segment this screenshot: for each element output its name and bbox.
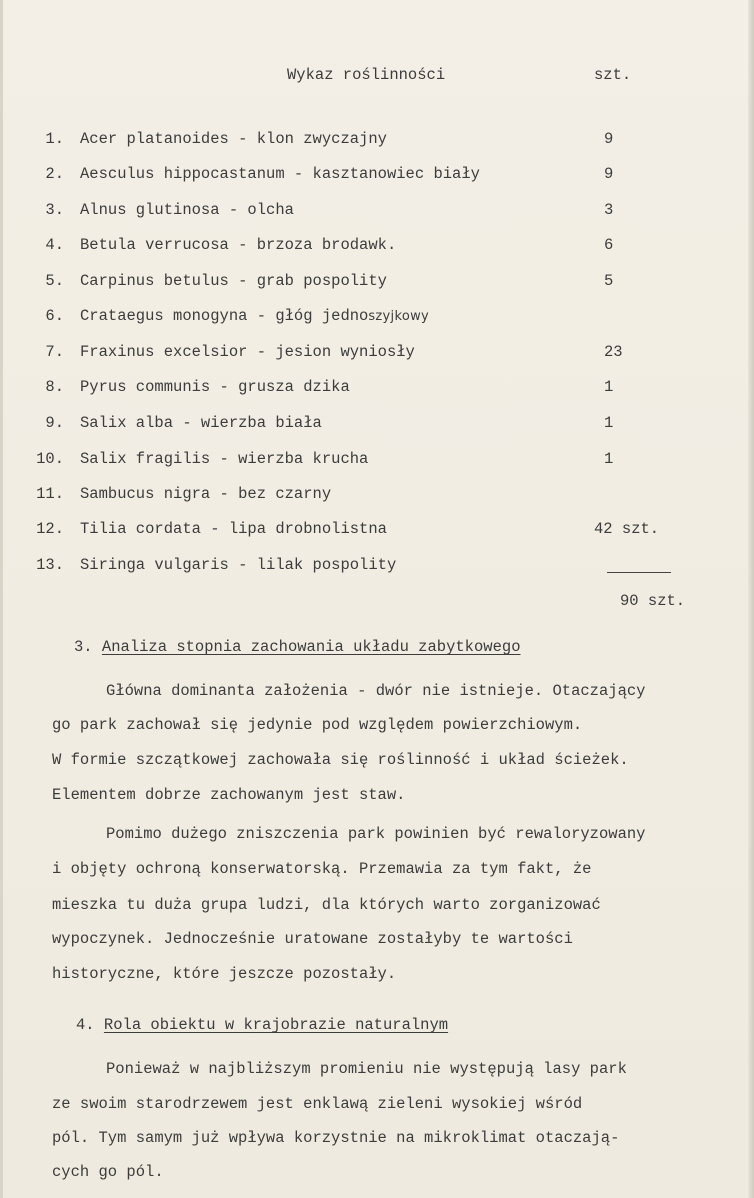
list-item-count: 1 (604, 378, 614, 396)
section-number: 4. (76, 1016, 95, 1034)
list-item-name: Aesculus hippocastanum - kasztanowiec biały (80, 165, 480, 183)
list-item-name-handwritten: szyjkowy (368, 309, 430, 324)
list-item (0, 520, 754, 544)
list-item-number: 10. (36, 450, 64, 468)
list-item-name (80, 307, 429, 325)
paragraph-line: Elementem dobrze zachowanym jest staw. (52, 786, 406, 804)
list-item (0, 378, 754, 402)
paragraph-line: Pomimo dużego zniszczenia park powinien być rewaloryzowany (106, 825, 646, 843)
list-item-name: Alnus glutinosa - olcha (80, 201, 294, 219)
list-item-count: 3 (604, 201, 614, 219)
list-item-number: 5. (45, 272, 64, 290)
paragraph-line: i objęty ochroną konserwatorską. Przemawia za tym fakt, że (52, 860, 592, 878)
list-item-name: Tilia cordata - lipa drobnolistna (80, 520, 387, 538)
list-item-name: Carpinus betulus - grab pospolity (80, 272, 387, 290)
list-item-number: 13. (36, 556, 64, 574)
paragraph-line: ze swoim starodrzewem jest enklawą zieleni wysokiej wśród (52, 1095, 583, 1113)
paragraph-line: Główna dominanta założenia - dwór nie istnieje. Otaczający (106, 682, 646, 700)
paragraph-line: wypoczynek. Jednocześnie uratowane zostałyby te wartości (52, 930, 573, 948)
list-item-name: Pyrus communis - grusza dzika (80, 378, 350, 396)
sum-divider (607, 572, 671, 573)
list-item (0, 236, 754, 260)
list-item-count: 9 (604, 130, 614, 148)
section-heading (74, 638, 521, 656)
list-item-number: 8. (45, 378, 64, 396)
list-item (0, 130, 754, 154)
list-item-name: Salix fragilis - wierzba krucha (80, 450, 369, 468)
paragraph-line: pól. Tym samym już wpływa korzystnie na mikroklimat otaczają- (52, 1129, 620, 1147)
list-item-count: 1 (604, 414, 614, 432)
list-item-name: Salix alba - wierzba biała (80, 414, 322, 432)
list-item-number: 1. (45, 130, 64, 148)
list-item-name: Acer platanoides - klon zwyczajny (80, 130, 387, 148)
paragraph-line: cych go pól. (52, 1163, 164, 1181)
paragraph-line: Ponieważ w najbliższym promieniu nie występują lasy park (106, 1060, 627, 1078)
list-item-number: 2. (45, 165, 64, 183)
list-item (0, 556, 754, 580)
list-item-name: Betula verrucosa - brzoza brodawk. (80, 236, 397, 254)
list-item (0, 201, 754, 225)
list-item-number: 11. (36, 485, 64, 503)
list-item (0, 165, 754, 189)
section-number: 3. (74, 638, 93, 656)
list-item (0, 450, 754, 474)
list-item-number: 7. (45, 343, 64, 361)
paragraph-line: historyczne, które jeszcze pozostały. (52, 965, 397, 983)
list-item-name: Sambucus nigra - bez czarny (80, 485, 332, 503)
list-item-count: 1 (604, 450, 614, 468)
list-total: 90 szt. (620, 592, 686, 610)
list-item (0, 343, 754, 367)
count-column-header: szt. (594, 66, 632, 84)
list-item-name-typed: Crataegus monogyna - głóg jedno (80, 307, 369, 325)
list-item-count: 6 (604, 236, 614, 254)
list-item-count: 23 (604, 343, 623, 361)
list-item-number: 12. (36, 520, 64, 538)
list-item (0, 272, 754, 296)
list-item-count: 42 szt. (594, 520, 660, 538)
list-item-name: Fraxinus excelsior - jesion wyniosły (80, 343, 415, 361)
list-item-name: Siringa vulgaris - lilak pospolity (80, 556, 397, 574)
list-item (0, 485, 754, 509)
list-item (0, 414, 754, 438)
section-title: Analiza stopnia zachowania układu zabytkowego (101, 638, 521, 656)
list-item-number: 9. (45, 414, 64, 432)
list-item-count: 5 (604, 272, 614, 290)
paragraph-line: mieszka tu duża grupa ludzi, dla których warto zorganizować (52, 896, 601, 914)
section-title: Rola obiektu w krajobrazie naturalnym (103, 1016, 449, 1034)
list-item-count: 9 (604, 165, 614, 183)
paragraph-line: go park zachował się jedynie pod względem powierzchiowym. (52, 716, 583, 734)
list-item-number: 6. (45, 307, 64, 325)
section-heading (76, 1016, 448, 1034)
list-title: Wykaz roślinności (287, 66, 446, 84)
list-item-number: 4. (45, 236, 64, 254)
list-item-number: 3. (45, 201, 64, 219)
list-item (0, 307, 754, 331)
paragraph-line: W formie szczątkowej zachowała się roślinność i układ ścieżek. (52, 751, 629, 769)
